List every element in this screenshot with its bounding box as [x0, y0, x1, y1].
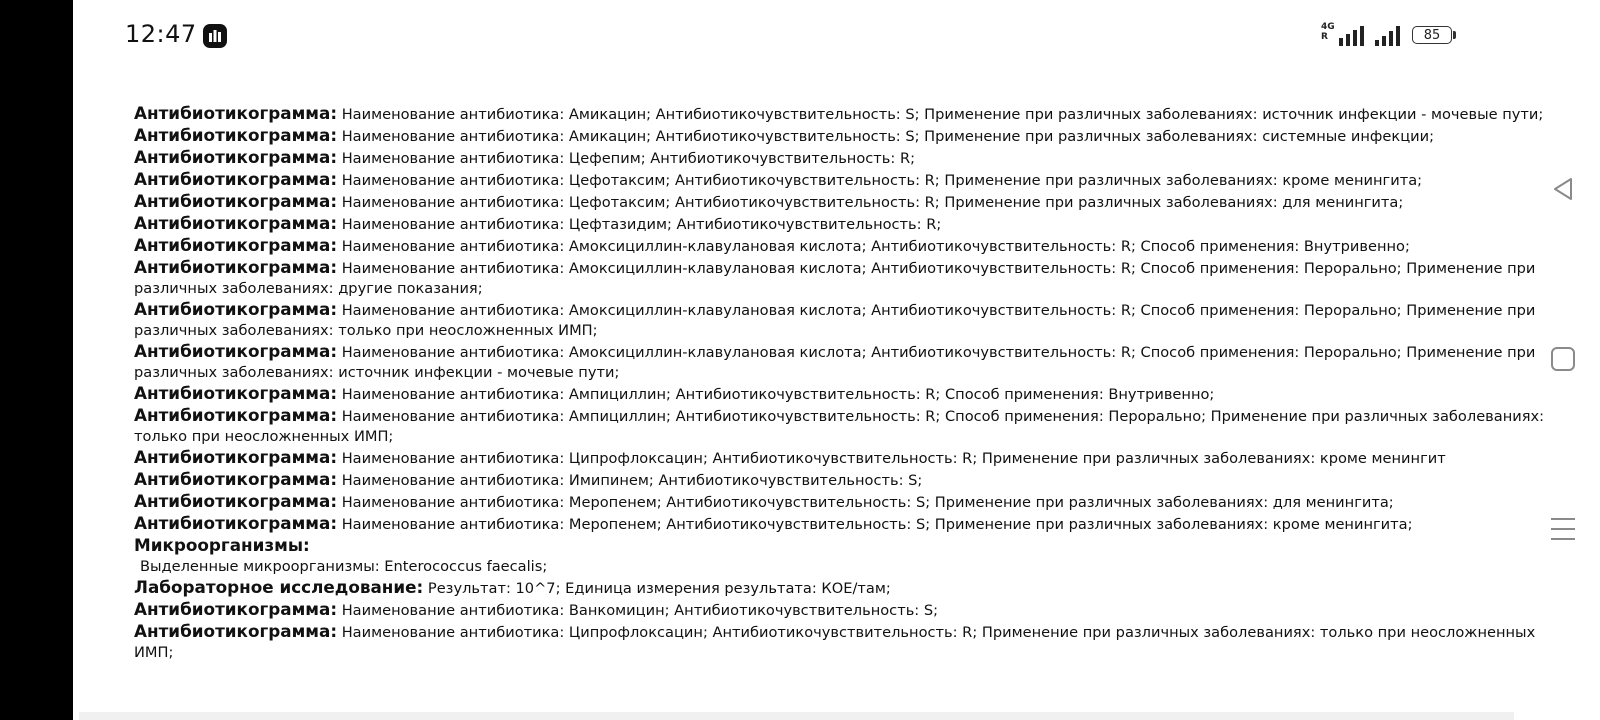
entry-label: Антибиотикограмма: — [134, 147, 338, 167]
entry-text: Наименование антибиотика: Амоксициллин-клавулановая кислота; Антибиотикочувствительность: R; Способ применения: Перорально; Применение при различных заболеваниях: источник инфекции - мочевые пути; — [134, 344, 1536, 381]
document-entry — [134, 621, 1574, 663]
document-entry — [134, 341, 1574, 383]
battery-icon — [1412, 26, 1452, 44]
bottom-edge-bar — [79, 712, 1514, 720]
entry-text: Выделенные микроорганизмы: Enterococcus faecalis; — [140, 558, 548, 575]
document-entry — [134, 577, 1574, 599]
entry-text: Наименование антибиотика: Амикацин; Антибиотикочувствительность: S; Применение при различных заболеваниях: источник инфекции - мочевые пути; — [341, 106, 1544, 123]
entry-label: Антибиотикограмма: — [134, 405, 338, 425]
notification-app-icon — [203, 24, 227, 48]
entry-label: Антибиотикограмма: — [134, 447, 338, 467]
entry-text: Наименование антибиотика: Ципрофлоксацин; Антибиотикочувствительность: R; Применение при различных заболеваниях: только при неосложненных ИМП; — [134, 624, 1536, 661]
entry-label: Антибиотикограмма: — [134, 235, 338, 255]
entry-text: Наименование антибиотика: Меропенем; Антибиотикочувствительность: S; Применение при различных заболеваниях: для менингита; — [341, 494, 1394, 511]
document-entry — [134, 469, 1574, 491]
document-entry — [134, 191, 1574, 213]
entry-text: Наименование антибиотика: Амоксициллин-клавулановая кислота; Антибиотикочувствительность: R; Способ применения: Внутривенно; — [341, 238, 1410, 255]
entry-text: Наименование антибиотика: Меропенем; Антибиотикочувствительность: S; Применение при различных заболеваниях: кроме менингита; — [341, 516, 1413, 533]
entry-text: Наименование антибиотика: Ципрофлоксацин; Антибиотикочувствительность: R; Применение при различных заболеваниях: кроме менингит — [341, 450, 1446, 467]
entry-label: Антибиотикограмма: — [134, 257, 338, 277]
entry-label: Антибиотикограмма: — [134, 169, 338, 189]
entry-label: Антибиотикограмма: — [134, 491, 338, 511]
document-entry — [134, 383, 1574, 405]
entry-label: Антибиотикограмма: — [134, 125, 338, 145]
document-entry — [134, 513, 1574, 535]
entry-text: Наименование антибиотика: Ампициллин; Антибиотикочувствительность: R; Способ применения: Внутривенно; — [341, 386, 1215, 403]
document-entry — [134, 535, 1574, 557]
entry-label: Антибиотикограмма: — [134, 341, 338, 361]
signal-strength-icon-sim1 — [1339, 24, 1364, 46]
battery-cap — [1453, 31, 1456, 39]
entry-text: Наименование антибиотика: Цефтазидим; Антибиотикочувствительность: R; — [341, 216, 942, 233]
entry-label: Антибиотикограмма: — [134, 103, 338, 123]
document-entry — [134, 147, 1574, 169]
home-button[interactable] — [1546, 342, 1580, 376]
entry-label: Антибиотикограмма: — [134, 513, 338, 533]
document-entry — [134, 491, 1574, 513]
network-type-indicator — [1321, 22, 1337, 42]
document-entry — [134, 299, 1574, 341]
entry-label: Антибиотикограмма: — [134, 383, 338, 403]
document-entry — [134, 213, 1574, 235]
home-icon — [1550, 346, 1576, 372]
entry-text: Наименование антибиотика: Цефепим; Антибиотикочувствительность: R; — [341, 150, 916, 167]
document-entry — [134, 599, 1574, 621]
menu-icon — [1550, 516, 1576, 542]
entry-text: Наименование антибиотика: Цефотаксим; Антибиотикочувствительность: R; Применение при различных заболеваниях: кроме менингита; — [341, 172, 1423, 189]
network-type-label: 4G — [1321, 22, 1335, 32]
menu-button[interactable] — [1546, 512, 1580, 546]
entry-label: Антибиотикограмма: — [134, 191, 338, 211]
back-button[interactable] — [1546, 172, 1580, 206]
document-entry — [134, 235, 1574, 257]
document-entry — [134, 169, 1574, 191]
document-entry — [134, 557, 1574, 577]
battery-level: 85 — [1423, 27, 1441, 43]
entry-text: Наименование антибиотика: Амоксициллин-клавулановая кислота; Антибиотикочувствительность: R; Способ применения: Перорально; Применение при различных заболеваниях: только при неосложненных ИМП; — [134, 302, 1536, 339]
entry-label: Антибиотикограмма: — [134, 621, 338, 641]
signal-strength-icon-sim2 — [1375, 24, 1400, 46]
entry-label: Антибиотикограмма: — [134, 469, 338, 489]
entry-label: Лабораторное исследование: — [134, 577, 424, 597]
document-entry — [134, 103, 1574, 125]
document-entry — [134, 447, 1574, 469]
document-entry — [134, 257, 1574, 299]
navigation-bar — [1527, 0, 1600, 720]
roaming-label: R — [1321, 32, 1328, 42]
status-bar — [73, 0, 1600, 72]
status-time: 12:47 — [125, 20, 197, 48]
entry-text: Наименование антибиотика: Ванкомицин; Антибиотикочувствительность: S; — [341, 602, 939, 619]
document-entry — [134, 125, 1574, 147]
entry-label: Антибиотикограмма: — [134, 599, 338, 619]
app-screen — [73, 0, 1600, 720]
entry-label: Антибиотикограмма: — [134, 213, 338, 233]
entry-text: Результат: 10^7; Единица измерения результата: КОЕ/там; — [427, 580, 891, 597]
back-icon — [1550, 176, 1576, 202]
entry-text: Наименование антибиотика: Имипинем; Антибиотикочувствительность: S; — [341, 472, 923, 489]
entry-text: Наименование антибиотика: Амикацин; Антибиотикочувствительность: S; Применение при различных заболеваниях: системные инфекции; — [341, 128, 1435, 145]
entry-label: Микроорганизмы: — [134, 535, 310, 555]
document-entry — [134, 405, 1574, 447]
entry-text: Наименование антибиотика: Ампициллин; Антибиотикочувствительность: R; Способ применения: Перорально; Применение при различных заболеваниях: только при неосложненных ИМП; — [134, 408, 1545, 445]
entry-text: Наименование антибиотика: Цефотаксим; Антибиотикочувствительность: R; Применение при различных заболеваниях: для менингита; — [341, 194, 1404, 211]
entry-label: Антибиотикограмма: — [134, 299, 338, 319]
entry-text: Наименование антибиотика: Амоксициллин-клавулановая кислота; Антибиотикочувствительность: R; Способ применения: Перорально; Применение при различных заболеваниях: другие показания; — [134, 260, 1536, 297]
document-body — [134, 103, 1574, 661]
